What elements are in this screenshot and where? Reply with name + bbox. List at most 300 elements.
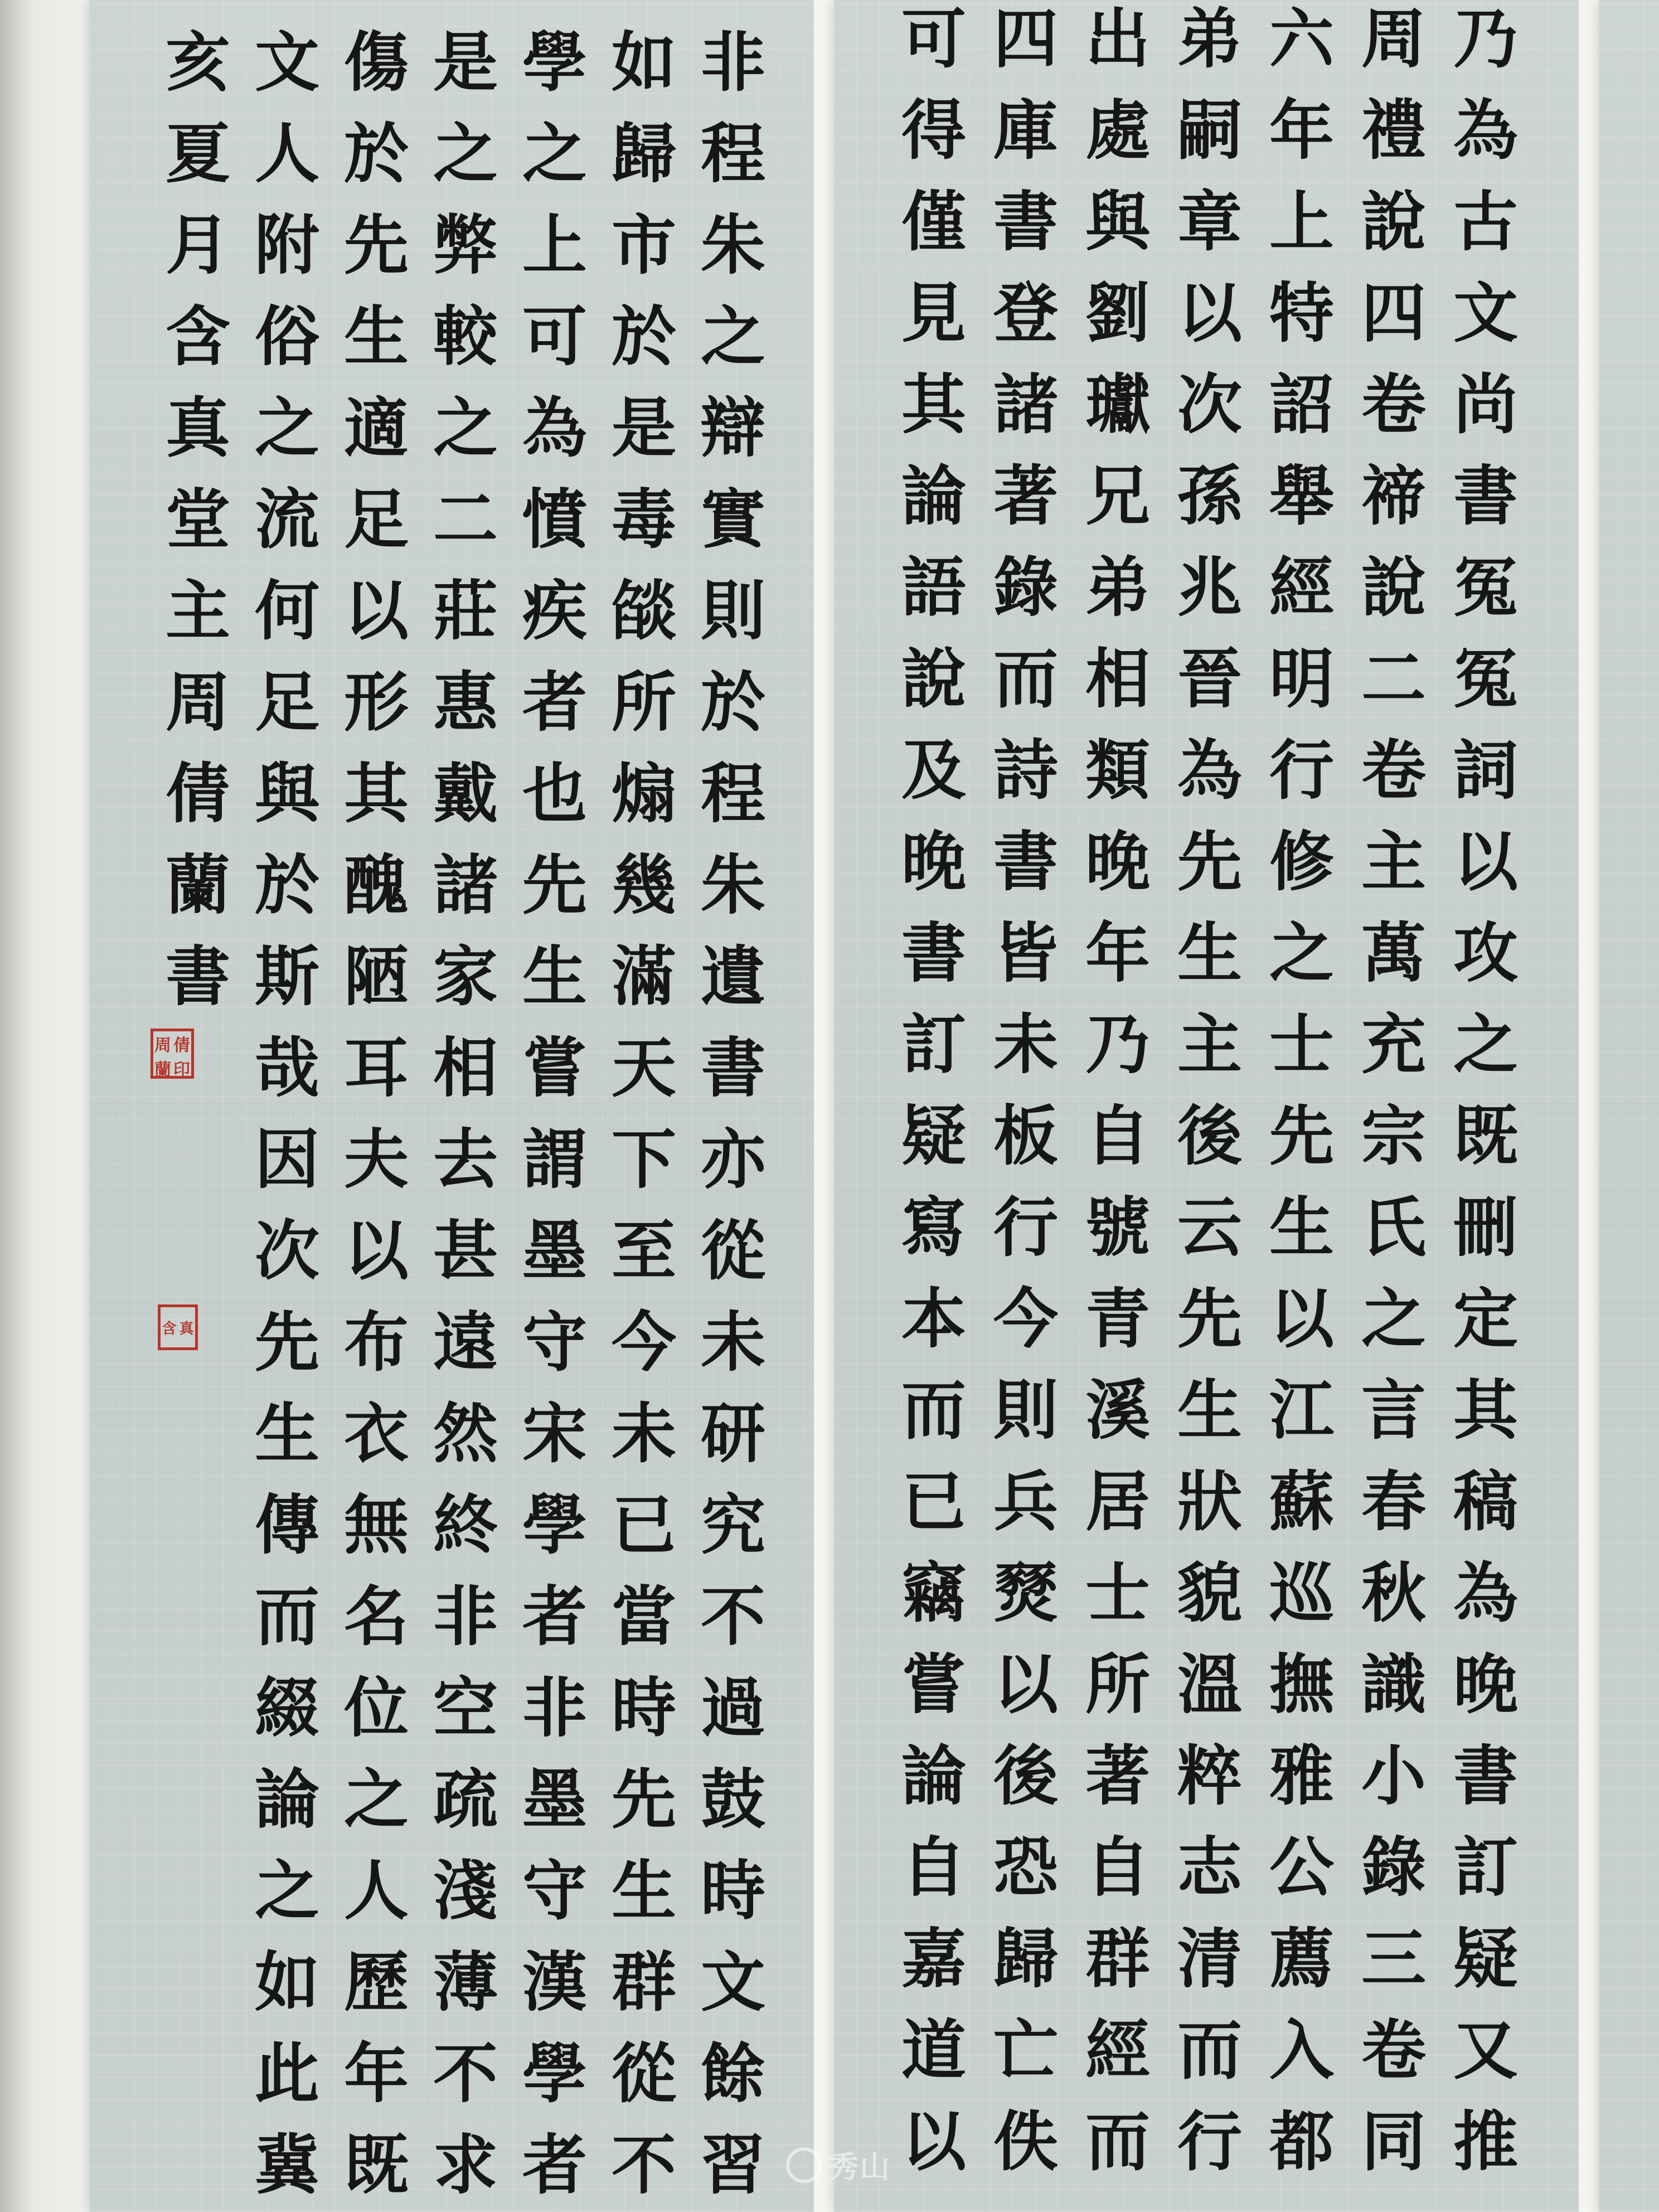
- calligraphy-character: 本: [901, 1281, 966, 1357]
- calligraphy-character: 傳: [255, 1487, 319, 1563]
- calligraphy-character: 禮: [1361, 93, 1426, 168]
- calligraphy-character: 得: [901, 93, 966, 168]
- calligraphy-character: 先: [255, 1304, 319, 1380]
- calligraphy-character: 學: [522, 1487, 587, 1563]
- calligraphy-character: 餘: [701, 2036, 765, 2112]
- calligraphy-character: 疑: [901, 1098, 966, 1174]
- calligraphy-character: 說: [1361, 550, 1426, 625]
- seal-glyph: 含: [162, 1320, 177, 1337]
- calligraphy-character: 周: [1361, 1, 1426, 77]
- calligraphy-character: 究: [701, 1487, 765, 1563]
- calligraphy-character: 而: [1085, 2104, 1150, 2180]
- calligraphy-character: 此: [255, 2036, 319, 2112]
- calligraphy-character: 清: [1177, 1921, 1242, 1997]
- calligraphy-character: 僅: [901, 184, 966, 260]
- calligraphy-character: 何: [255, 573, 319, 649]
- text-column: [691, 17, 775, 2211]
- calligraphy-character: 守: [522, 1853, 587, 1929]
- calligraphy-character: 則: [993, 1372, 1058, 1448]
- calligraphy-character: 先: [612, 1762, 676, 1837]
- calligraphy-character: 恐: [993, 1830, 1058, 1905]
- calligraphy-character: 程: [701, 756, 765, 832]
- calligraphy-character: 刪: [1453, 1190, 1518, 1265]
- calligraphy-character: 薦: [1269, 1921, 1334, 1997]
- calligraphy-character: 主: [1177, 1007, 1242, 1083]
- calligraphy-character: 行: [1269, 733, 1334, 808]
- calligraphy-character: 都: [1269, 2104, 1334, 2180]
- calligraphy-character: 足: [344, 482, 409, 557]
- calligraphy-character: 歷: [344, 1944, 409, 2020]
- calligraphy-character: 以: [901, 2104, 966, 2180]
- calligraphy-character: 是: [433, 25, 498, 100]
- calligraphy-character: 疾: [522, 573, 587, 649]
- calligraphy-character: 板: [993, 1098, 1058, 1174]
- calligraphy-character: 詩: [993, 733, 1058, 808]
- calligraphy-character: 識: [1361, 1647, 1426, 1723]
- text-column: [513, 17, 596, 2211]
- calligraphy-character: 之: [1453, 1007, 1518, 1083]
- calligraphy-character: 以: [1453, 824, 1518, 900]
- calligraphy-character: 相: [1085, 641, 1150, 717]
- calligraphy-character: 公: [1269, 1830, 1334, 1905]
- calligraphy-character: 行: [993, 1190, 1058, 1265]
- calligraphy-character: 書: [993, 184, 1058, 260]
- calligraphy-character: 足: [255, 664, 319, 740]
- calligraphy-character: 主: [1361, 824, 1426, 900]
- calligraphy-character: 乃: [1085, 1007, 1150, 1083]
- calligraphy-character: 春: [1361, 1464, 1426, 1540]
- calligraphy-character: 者: [522, 1579, 587, 1655]
- calligraphy-character: 錄: [1361, 1830, 1426, 1905]
- calligraphy-character: 疏: [433, 1762, 498, 1837]
- calligraphy-character: 不: [612, 2127, 676, 2203]
- calligraphy-character: 之: [433, 390, 498, 466]
- calligraphy-character: 倩: [166, 756, 230, 832]
- calligraphy-character: 文: [1453, 275, 1518, 351]
- calligraphy-character: 惠: [433, 664, 498, 740]
- calligraphy-character: 萬: [1361, 915, 1426, 991]
- calligraphy-character: 宋: [522, 1396, 587, 1472]
- calligraphy-character: 憤: [522, 482, 587, 557]
- calligraphy-character: 如: [612, 25, 676, 100]
- calligraphy-character: 終: [433, 1487, 498, 1563]
- calligraphy-character: 綴: [255, 1670, 319, 1746]
- calligraphy-character: 未: [701, 1304, 765, 1380]
- calligraphy-character: 兆: [1177, 550, 1242, 625]
- calligraphy-character: 可: [901, 1, 966, 77]
- text-column: [334, 17, 418, 2211]
- calligraphy-character: 先: [1177, 1281, 1242, 1357]
- calligraphy-character: 四: [993, 1, 1058, 77]
- calligraphy-character: 冤: [1453, 550, 1518, 625]
- calligraphy-character: 去: [433, 1122, 498, 1197]
- seal-glyph: 周: [154, 1036, 171, 1055]
- calligraphy-character: 淺: [433, 1853, 498, 1929]
- calligraphy-character: 其: [1453, 1372, 1518, 1448]
- site-watermark: [786, 2143, 891, 2186]
- calligraphy-character: 號: [1085, 1190, 1150, 1265]
- calligraphy-character: 兄: [1085, 458, 1150, 534]
- calligraphy-character: 較: [433, 299, 498, 375]
- calligraphy-character: 書: [901, 915, 966, 991]
- text-column: [424, 17, 507, 2211]
- calligraphy-character: 市: [612, 207, 676, 283]
- calligraphy-character: 鼓: [701, 1762, 765, 1837]
- calligraphy-character: 戴: [433, 756, 498, 832]
- calligraphy-character: 卷: [1361, 367, 1426, 443]
- calligraphy-character: 推: [1453, 2104, 1518, 2180]
- calligraphy-character: 今: [612, 1304, 676, 1380]
- calligraphy-character: 溫: [1177, 1647, 1242, 1723]
- calligraphy-character: 溪: [1085, 1372, 1150, 1448]
- calligraphy-character: 論: [901, 1738, 966, 1814]
- calligraphy-character: 晚: [1085, 824, 1150, 900]
- calligraphy-character: 先: [344, 207, 409, 283]
- calligraphy-character: 亥: [166, 25, 230, 100]
- calligraphy-character: 求: [433, 2127, 498, 2203]
- calligraphy-character: 月: [166, 207, 230, 283]
- calligraphy-character: 宗: [1361, 1098, 1426, 1174]
- calligraphy-character: 於: [701, 664, 765, 740]
- calligraphy-character: 乃: [1453, 1, 1518, 77]
- calligraphy-character: 云: [1177, 1190, 1242, 1265]
- calligraphy-character: 志: [1177, 1830, 1242, 1905]
- calligraphy-character: 疑: [1453, 1921, 1518, 1997]
- calligraphy-character: 論: [255, 1762, 319, 1837]
- seal-glyph: 倩: [173, 1036, 190, 1055]
- calligraphy-character: 研: [701, 1396, 765, 1472]
- calligraphy-character: 說: [901, 641, 966, 717]
- calligraphy-character: 群: [1085, 1921, 1150, 1997]
- calligraphy-character: 形: [344, 664, 409, 740]
- calligraphy-character: 所: [612, 664, 676, 740]
- calligraphy-character: 主: [166, 573, 230, 649]
- calligraphy-character: 生: [1269, 1190, 1334, 1265]
- calligraphy-character: 布: [344, 1304, 409, 1380]
- calligraphy-character: 煽: [612, 756, 676, 832]
- calligraphy-character: 今: [993, 1281, 1058, 1357]
- calligraphy-character: 粹: [1177, 1738, 1242, 1814]
- calligraphy-character: 登: [993, 275, 1058, 351]
- text-column: [984, 0, 1068, 2187]
- calligraphy-character: 當: [612, 1579, 676, 1655]
- calligraphy-character: 訂: [1453, 1830, 1518, 1905]
- calligraphy-character: 守: [522, 1304, 587, 1380]
- signature-column: [156, 17, 240, 1022]
- calligraphy-character: 是: [612, 390, 676, 466]
- calligraphy-character: 行: [1177, 2104, 1242, 2180]
- calligraphy-character: 空: [433, 1670, 498, 1746]
- calligraphy-character: 耳: [344, 1030, 409, 1106]
- calligraphy-character: 諸: [433, 847, 498, 923]
- calligraphy-character: 辯: [701, 390, 765, 466]
- calligraphy-character: 士: [1269, 1007, 1334, 1083]
- calligraphy-character: 語: [901, 550, 966, 625]
- text-column: [1260, 0, 1343, 2187]
- calligraphy-character: 人: [344, 1853, 409, 1929]
- calligraphy-character: 道: [901, 2012, 966, 2088]
- calligraphy-character: 至: [612, 1213, 676, 1289]
- calligraphy-character: 書: [701, 1030, 765, 1106]
- calligraphy-character: 時: [612, 1670, 676, 1746]
- calligraphy-character: 士: [1085, 1555, 1150, 1631]
- calligraphy-character: 以: [1177, 275, 1242, 351]
- calligraphy-character: 與: [1085, 184, 1150, 260]
- calligraphy-character: 所: [1085, 1647, 1150, 1723]
- calligraphy-character: 其: [901, 367, 966, 443]
- calligraphy-character: 名: [344, 1579, 409, 1655]
- calligraphy-character: 為: [1453, 93, 1518, 168]
- calligraphy-character: 夫: [344, 1122, 409, 1197]
- calligraphy-character: 年: [1269, 93, 1334, 168]
- calligraphy-character: 已: [901, 1464, 966, 1540]
- calligraphy-character: 習: [701, 2127, 765, 2203]
- calligraphy-character: 人: [255, 116, 319, 192]
- calligraphy-character: 學: [522, 25, 587, 100]
- calligraphy-character: 過: [701, 1670, 765, 1746]
- calligraphy-character: 斯: [255, 939, 319, 1015]
- text-column: [892, 0, 976, 2187]
- calligraphy-character: 因: [255, 1122, 319, 1197]
- calligraphy-character: 及: [901, 733, 966, 808]
- scroll-panel-right-edge: [1599, 0, 1659, 2212]
- calligraphy-character: 書: [993, 824, 1058, 900]
- calligraphy-character: 先: [522, 847, 587, 923]
- calligraphy-character: 弊: [433, 207, 498, 283]
- calligraphy-character: 年: [344, 2036, 409, 2112]
- calligraphy-character: 薄: [433, 1944, 498, 2020]
- calligraphy-character: 晚: [1453, 1647, 1518, 1723]
- calligraphy-character: 竊: [901, 1555, 966, 1631]
- calligraphy-character: 不: [433, 2036, 498, 2112]
- calligraphy-character: 佚: [993, 2104, 1058, 2180]
- calligraphy-character: 之: [522, 116, 587, 192]
- calligraphy-character: 幾: [612, 847, 676, 923]
- calligraphy-character: 漢: [522, 1944, 587, 2020]
- calligraphy-character: 論: [901, 458, 966, 534]
- calligraphy-character: 既: [1453, 1098, 1518, 1174]
- seal-glyph: 蘭: [154, 1060, 171, 1080]
- calligraphy-character: 者: [522, 664, 587, 740]
- calligraphy-character: 燄: [612, 573, 676, 649]
- calligraphy-character: 也: [522, 756, 587, 832]
- calligraphy-character: 生: [1177, 1372, 1242, 1448]
- calligraphy-character: 著: [993, 458, 1058, 534]
- calligraphy-character: 周: [166, 664, 230, 740]
- calligraphy-character: 又: [1453, 2012, 1518, 2088]
- calligraphy-character: 歸: [993, 1921, 1058, 1997]
- calligraphy-character: 修: [1269, 824, 1334, 900]
- calligraphy-character: 蘭: [166, 847, 230, 923]
- calligraphy-character: 生: [1177, 915, 1242, 991]
- calligraphy-character: 古: [1453, 184, 1518, 260]
- calligraphy-character: 自: [1085, 1098, 1150, 1174]
- calligraphy-character: 寫: [901, 1190, 966, 1265]
- calligraphy-character: 未: [993, 1007, 1058, 1083]
- calligraphy-character: 二: [1361, 641, 1426, 717]
- seal-glyph: 印: [173, 1060, 190, 1080]
- calligraphy-character: 卷: [1361, 733, 1426, 808]
- calligraphy-character: 朱: [701, 207, 765, 283]
- calligraphy-character: 攻: [1453, 915, 1518, 991]
- calligraphy-character: 俗: [255, 299, 319, 375]
- calligraphy-character: 之: [1269, 915, 1334, 991]
- calligraphy-character: 然: [433, 1396, 498, 1472]
- calligraphy-character: 之: [433, 116, 498, 192]
- calligraphy-character: 六: [1269, 1, 1334, 77]
- calligraphy-character: 書: [1453, 458, 1518, 534]
- calligraphy-character: 之: [701, 299, 765, 375]
- calligraphy-character: 以: [344, 1213, 409, 1289]
- calligraphy-character: 經: [1269, 550, 1334, 625]
- calligraphy-character: 嘗: [522, 1030, 587, 1106]
- calligraphy-character: 說: [1361, 184, 1426, 260]
- calligraphy-character: 著: [1085, 1738, 1150, 1814]
- calligraphy-character: 蘇: [1269, 1464, 1334, 1540]
- calligraphy-character: 於: [255, 847, 319, 923]
- calligraphy-character: 撫: [1269, 1647, 1334, 1723]
- calligraphy-character: 同: [1361, 2104, 1426, 2180]
- calligraphy-character: 之: [344, 1762, 409, 1837]
- calligraphy-character: 狀: [1177, 1464, 1242, 1540]
- calligraphy-character: 晉: [1177, 641, 1242, 717]
- calligraphy-character: 真: [166, 390, 230, 466]
- calligraphy-character: 類: [1085, 733, 1150, 808]
- calligraphy-character: 為: [522, 390, 587, 466]
- calligraphy-character: 文: [701, 1944, 765, 2020]
- red-seal: [158, 1304, 198, 1350]
- watermark-text: 秀山: [828, 2150, 891, 2185]
- calligraphy-character: 庫: [993, 93, 1058, 168]
- calligraphy-character: 既: [344, 2127, 409, 2203]
- calligraphy-character: 以: [1269, 1281, 1334, 1357]
- calligraphy-character: 附: [255, 207, 319, 283]
- calligraphy-character: 三: [1361, 1921, 1426, 1997]
- calligraphy-character: 遠: [433, 1304, 498, 1380]
- calligraphy-character: 先: [1177, 824, 1242, 900]
- text-column: [245, 17, 329, 2211]
- calligraphy-character: 而: [255, 1579, 319, 1655]
- calligraphy-character: 訂: [901, 1007, 966, 1083]
- calligraphy-character: 充: [1361, 1007, 1426, 1083]
- calligraphy-character: 詞: [1453, 733, 1518, 808]
- calligraphy-character: 莊: [433, 573, 498, 649]
- calligraphy-character: 上: [1269, 184, 1334, 260]
- calligraphy-character: 非: [433, 1579, 498, 1655]
- calligraphy-character: 則: [701, 573, 765, 649]
- calligraphy-character: 位: [344, 1670, 409, 1746]
- calligraphy-character: 巡: [1269, 1555, 1334, 1631]
- calligraphy-character: 堂: [166, 482, 230, 557]
- watermark-logo-icon: [786, 2147, 822, 2183]
- calligraphy-character: 朱: [701, 847, 765, 923]
- calligraphy-character: 與: [255, 756, 319, 832]
- calligraphy-character: 已: [612, 1487, 676, 1563]
- calligraphy-character: 舉: [1269, 458, 1334, 534]
- calligraphy-character: 特: [1269, 275, 1334, 351]
- seal-glyph: 真: [179, 1320, 194, 1337]
- calligraphy-character: 冤: [1453, 641, 1518, 717]
- calligraphy-character: 處: [1085, 93, 1150, 168]
- calligraphy-character: 之: [1361, 1281, 1426, 1357]
- text-column: [602, 17, 686, 2211]
- calligraphy-character: 學: [522, 2036, 587, 2112]
- calligraphy-character: 先: [1269, 1098, 1334, 1174]
- calligraphy-character: 次: [255, 1213, 319, 1289]
- calligraphy-character: 滿: [612, 939, 676, 1015]
- calligraphy-character: 實: [701, 482, 765, 557]
- calligraphy-character: 後: [1177, 1098, 1242, 1174]
- calligraphy-character: 諸: [993, 367, 1058, 443]
- calligraphy-character: 居: [1085, 1464, 1150, 1540]
- calligraphy-character: 明: [1269, 641, 1334, 717]
- calligraphy-character: 以: [993, 1647, 1058, 1723]
- calligraphy-character: 陋: [344, 939, 409, 1015]
- calligraphy-character: 生: [522, 939, 587, 1015]
- calligraphy-character: 年: [1085, 915, 1150, 991]
- calligraphy-character: 見: [901, 275, 966, 351]
- text-column: [1076, 0, 1160, 2187]
- calligraphy-character: 四: [1361, 275, 1426, 351]
- calligraphy-character: 孫: [1177, 458, 1242, 534]
- calligraphy-character: 無: [344, 1487, 409, 1563]
- calligraphy-character: 禘: [1361, 458, 1426, 534]
- calligraphy-character: 不: [701, 1579, 765, 1655]
- calligraphy-character: 經: [1085, 2012, 1150, 2088]
- calligraphy-character: 於: [612, 299, 676, 375]
- calligraphy-character: 哉: [255, 1030, 319, 1106]
- calligraphy-character: 氏: [1361, 1190, 1426, 1265]
- calligraphy-character: 如: [255, 1944, 319, 2020]
- calligraphy-character: 青: [1085, 1281, 1150, 1357]
- calligraphy-character: 之: [255, 1853, 319, 1929]
- calligraphy-character: 程: [701, 116, 765, 192]
- calligraphy-character: 家: [433, 939, 498, 1015]
- calligraphy-character: 卷: [1361, 2012, 1426, 2088]
- calligraphy-character: 從: [612, 2036, 676, 2112]
- calligraphy-character: 弟: [1085, 550, 1150, 625]
- calligraphy-character: 燹: [993, 1555, 1058, 1631]
- calligraphy-character: 群: [612, 1944, 676, 2020]
- calligraphy-character: 而: [1177, 2012, 1242, 2088]
- calligraphy-character: 詔: [1269, 367, 1334, 443]
- calligraphy-character: 文: [255, 25, 319, 100]
- calligraphy-character: 亦: [701, 1122, 765, 1197]
- text-column: [1444, 0, 1527, 2187]
- calligraphy-character: 夏: [166, 116, 230, 192]
- calligraphy-character: 之: [255, 390, 319, 466]
- calligraphy-character: 可: [522, 299, 587, 375]
- calligraphy-character: 為: [1177, 733, 1242, 808]
- calligraphy-character: 其: [344, 756, 409, 832]
- calligraphy-character: 嘗: [901, 1647, 966, 1723]
- calligraphy-character: 生: [255, 1396, 319, 1472]
- calligraphy-character: 雅: [1269, 1738, 1334, 1814]
- calligraphy-character: 下: [612, 1122, 676, 1197]
- calligraphy-character: 適: [344, 390, 409, 466]
- calligraphy-character: 劉: [1085, 275, 1150, 351]
- text-column: [1168, 0, 1251, 2187]
- calligraphy-character: 毒: [612, 482, 676, 557]
- calligraphy-character: 甚: [433, 1213, 498, 1289]
- calligraphy-character: 歸: [612, 116, 676, 192]
- calligraphy-character: 衣: [344, 1396, 409, 1472]
- calligraphy-character: 秋: [1361, 1555, 1426, 1631]
- calligraphy-character: 入: [1269, 2012, 1334, 2088]
- calligraphy-character: 醜: [344, 847, 409, 923]
- calligraphy-character: 出: [1085, 1, 1150, 77]
- calligraphy-character: 定: [1453, 1281, 1518, 1357]
